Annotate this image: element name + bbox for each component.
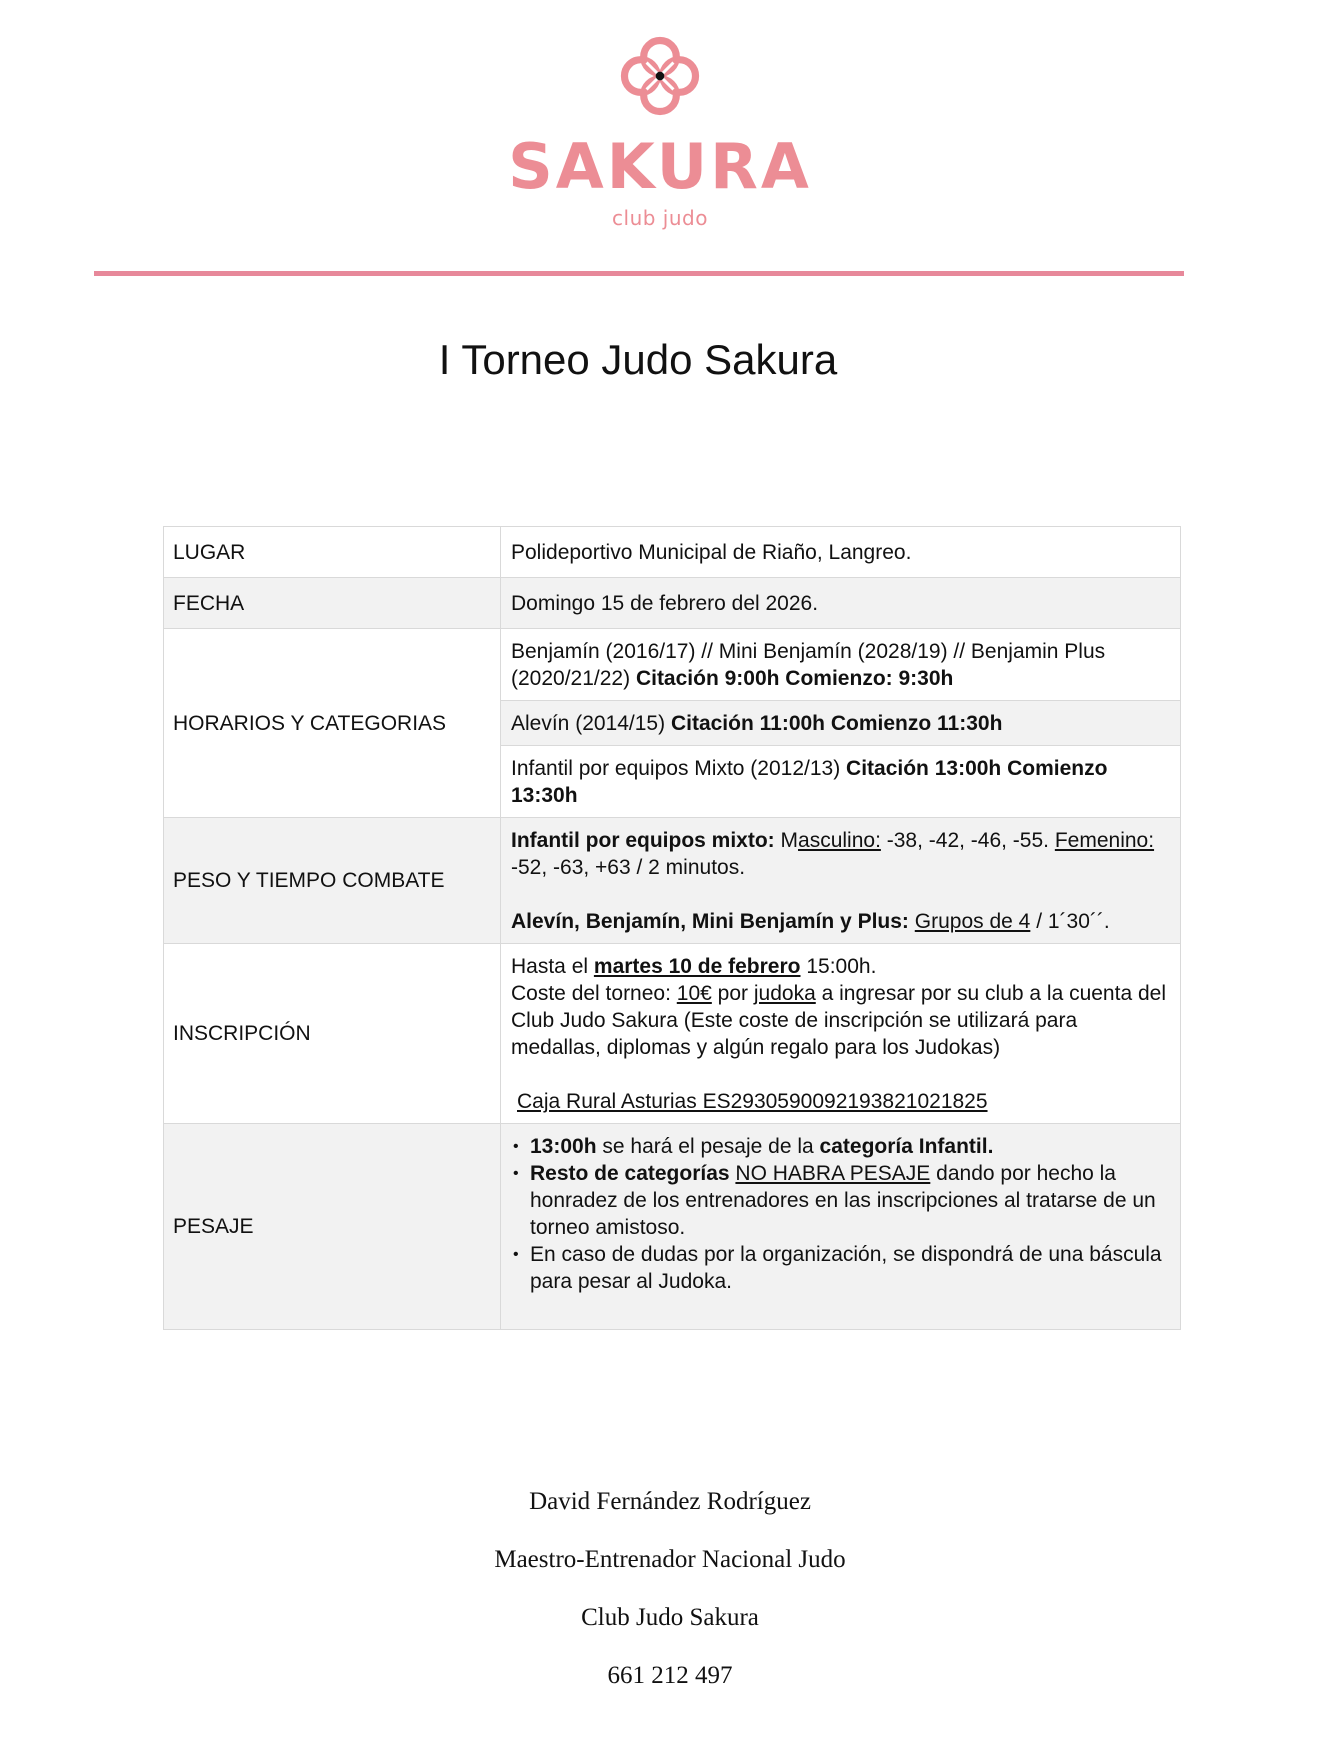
peso-masculino-label: asculino: <box>798 829 881 852</box>
pesaje-item <box>511 1133 1170 1160</box>
inscripcion-time: 15:00h. <box>806 955 877 978</box>
sakura-flower-icon <box>612 28 708 124</box>
horario-alevin-text: Alevín (2014/15) <box>511 712 666 735</box>
label-lugar: LUGAR <box>164 527 501 578</box>
value-lugar: Polideportivo Municipal de Riaño, Langreo. <box>501 527 1181 578</box>
pesaje-item2-notice: NO HABRA PESAJE <box>735 1162 931 1185</box>
peso-time: / 1´30´´. <box>1036 910 1110 933</box>
label-peso: PESO Y TIEMPO COMBATE <box>164 818 501 944</box>
spacer <box>511 881 1170 908</box>
signature-name: David Fernández Rodríguez <box>529 1488 811 1515</box>
horario-infantil-time: Citación 13:00h Comienzo 13:30h <box>511 757 1108 807</box>
row-horarios <box>164 629 1181 701</box>
label-horarios: HORARIOS Y CATEGORIAS <box>164 629 501 818</box>
pesaje-item <box>511 1241 1170 1295</box>
peso-grupos: Grupos de 4 <box>914 910 1031 933</box>
inscripcion-date: martes 10 de febrero <box>593 955 801 978</box>
peso-femenino-label: Femenino: <box>1054 829 1155 852</box>
pesaje-item1-text: se hará el pesaje de la <box>602 1135 814 1158</box>
document-title: I Torneo Judo Sakura <box>438 336 838 383</box>
club-logo <box>0 28 1320 230</box>
peso-femenino-weights: -52, -63, +63 / 2 minutos. <box>511 856 746 879</box>
inscripcion-hasta: Hasta el <box>511 955 589 978</box>
peso-masculino-prefix: M <box>780 829 799 852</box>
pesaje-item2-text: dando por hecho la honradez de los entrenadores en las inscripciones al tratarse de un torneo amistoso. <box>530 1162 1156 1239</box>
tournament-info-table <box>163 526 1181 1330</box>
peso-infantil-title: Infantil por equipos mixto: <box>511 829 775 852</box>
value-pesaje <box>501 1124 1181 1330</box>
pesaje-list <box>511 1133 1170 1295</box>
row-pesaje <box>164 1124 1181 1330</box>
pesaje-item1-category: categoría Infantil. <box>819 1135 994 1158</box>
coste-por: por <box>717 982 749 1005</box>
signature-role: Maestro-Entrenador Nacional Judo <box>494 1546 846 1573</box>
value-peso <box>501 818 1181 944</box>
peso-alevin-title: Alevín, Benjamín, Mini Benjamín y Plus: <box>511 910 909 933</box>
signature-club: Club Judo Sakura <box>581 1604 759 1631</box>
logo-subtitle: club judo <box>612 206 708 230</box>
value-inscripcion <box>501 944 1181 1124</box>
label-pesaje: PESAJE <box>164 1124 501 1330</box>
logo-wordmark: SAKURA <box>508 130 812 203</box>
horario-alevin-time: Citación 11:00h Comienzo 11:30h <box>670 712 1003 735</box>
value-fecha: Domingo 15 de febrero del 2026. <box>501 578 1181 629</box>
row-fecha <box>164 578 1181 629</box>
bank-account: Caja Rural Asturias ES2930590092193821021825 <box>517 1090 988 1113</box>
horario-benjamin-text: Benjamín (2016/17) // Mini Benjamín (2028/19) // Benjamin Plus (2020/21/22) <box>511 640 1106 690</box>
row-lugar <box>164 527 1181 578</box>
inscripcion-deadline <box>511 953 1170 980</box>
spacer <box>511 1061 1170 1088</box>
coste-prefix: Coste del torneo: <box>511 982 671 1005</box>
row-inscripcion <box>164 944 1181 1124</box>
signature-block <box>420 1484 920 1716</box>
horario-benjamin <box>501 629 1181 701</box>
pesaje-item2-title: Resto de categorías <box>530 1162 730 1185</box>
inscripcion-coste <box>511 980 1170 1061</box>
pesaje-item3-text: En caso de dudas por la organización, se dispondrá de una báscula para pesar al Judoka. <box>530 1243 1162 1293</box>
label-inscripcion: INSCRIPCIÓN <box>164 944 501 1124</box>
header-divider <box>94 271 1184 276</box>
horario-infantil-text: Infantil por equipos Mixto (2012/13) <box>511 757 841 780</box>
pesaje-item1-time: 13:00h <box>530 1135 597 1158</box>
peso-masculino-weights: -38, -42, -46, -55. <box>886 829 1049 852</box>
coste-judoka: judoka <box>753 982 816 1005</box>
horario-benjamin-time: Citación 9:00h Comienzo: 9:30h <box>635 667 954 690</box>
pesaje-item <box>511 1160 1170 1241</box>
row-peso <box>164 818 1181 944</box>
signature-phone: 661 212 497 <box>607 1662 733 1689</box>
coste-rest: a ingresar por su club a la cuenta del Club Judo Sakura (Este coste de inscripción se utilizará para medallas, diplomas y algún regalo para los Judokas) <box>511 982 1166 1059</box>
label-fecha: FECHA <box>164 578 501 629</box>
horario-infantil <box>501 746 1181 818</box>
coste-amount: 10€ <box>676 982 712 1005</box>
horario-alevin <box>501 701 1181 746</box>
